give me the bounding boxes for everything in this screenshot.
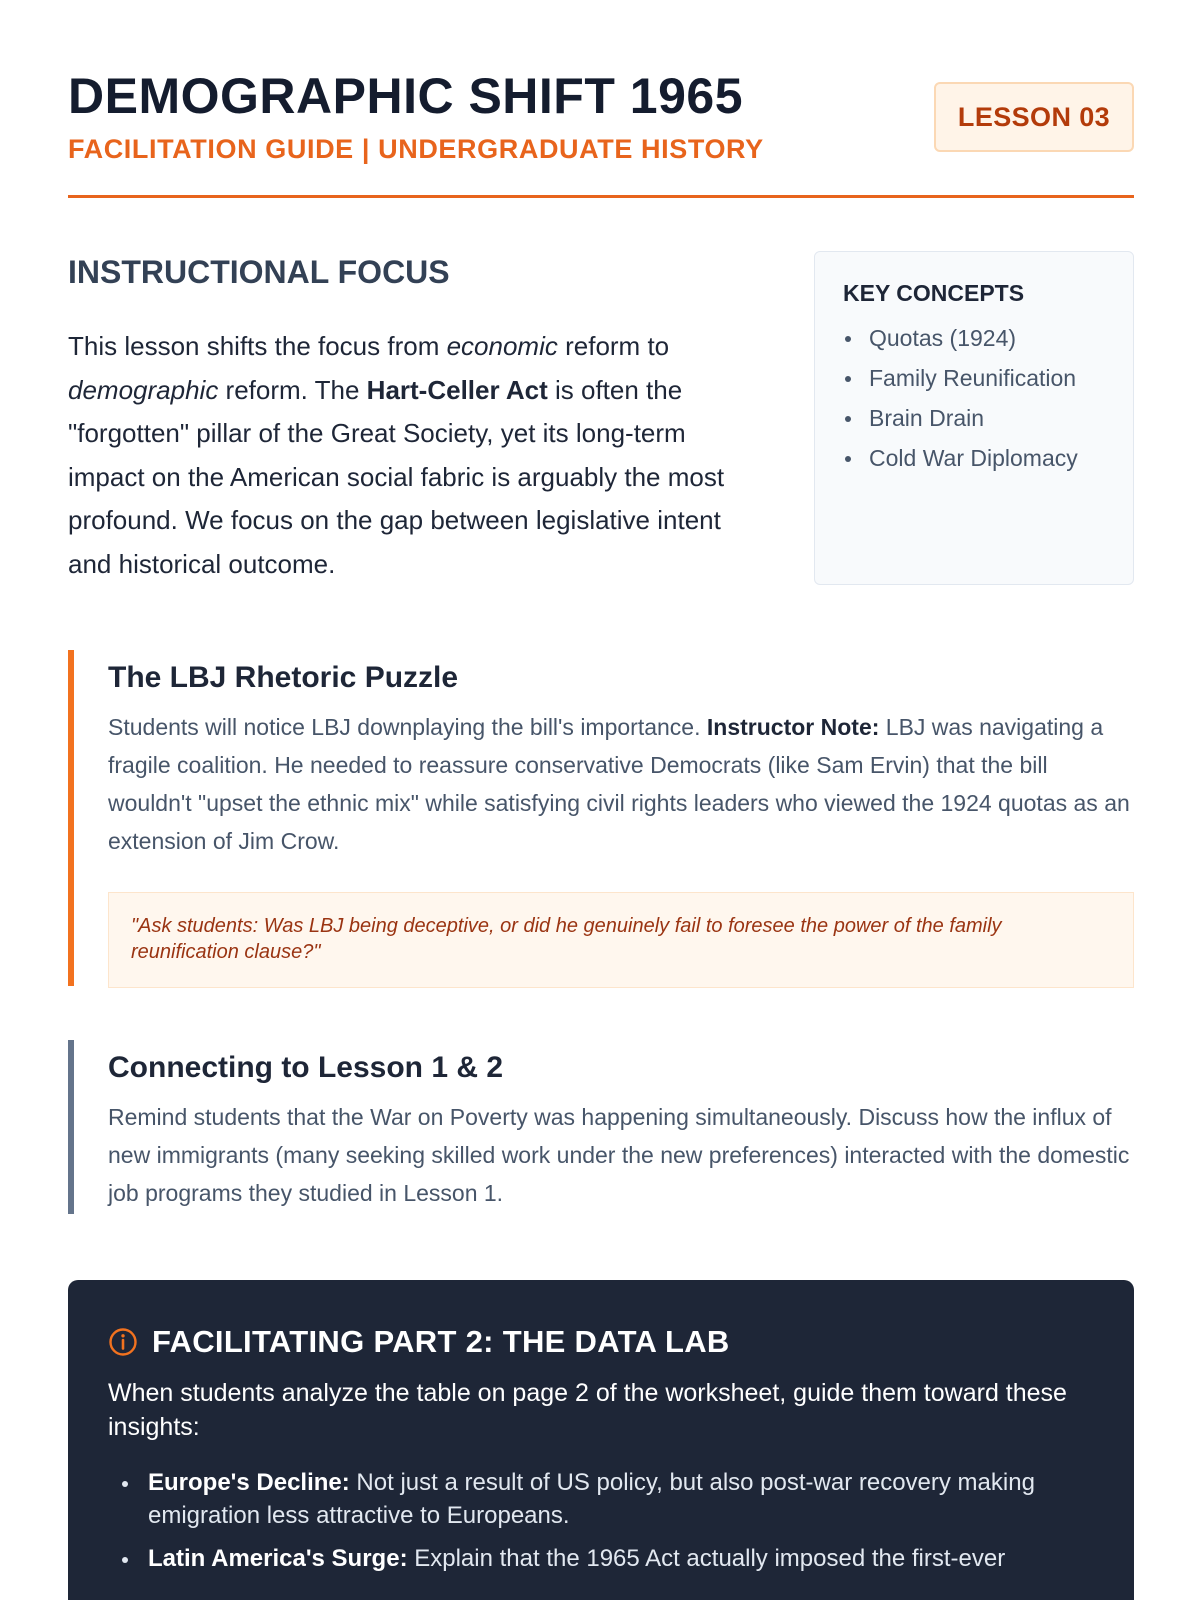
connecting-lessons-callout <box>68 1040 1134 1214</box>
connecting-lessons-heading: Connecting to Lesson 1 & 2 <box>108 1051 504 1084</box>
list-item: Quotas (1924) <box>843 318 1109 358</box>
page-header <box>68 0 1134 198</box>
key-concepts-title: KEY CONCEPTS <box>843 280 1025 306</box>
list-item: Cold War Diplomacy <box>843 438 1109 478</box>
list-item: Europe's Decline: Not just a result of US policy, but also post-war recovery making emigration less attractive to Europeans. <box>108 1466 1094 1532</box>
discussion-question-quote: "Ask students: Was LBJ being deceptive, or did he genuinely fail to foresee the power of the family reunification clause?" <box>108 892 1134 988</box>
instructional-focus-heading: INSTRUCTIONAL FOCUS <box>68 254 450 290</box>
lbj-rhetoric-callout <box>68 650 1134 986</box>
page-subtitle: FACILITATION GUIDE | UNDERGRADUATE HISTORY <box>68 134 764 164</box>
lesson-badge: LESSON 03 <box>934 82 1134 152</box>
lbj-rhetoric-body: Students will notice LBJ downplaying the bill's importance. Instructor Note: LBJ was navigating a fragile coalition. He needed to reassure conservative Democrats (like Sam Ervin) that the bill wouldn't "upset the ethnic mix" while satisfying civil rights leaders who viewed the 1924 quotas as an extension of Jim Crow. <box>108 714 1130 854</box>
lbj-rhetoric-heading: The LBJ Rhetoric Puzzle <box>108 661 459 694</box>
key-concepts-panel <box>814 251 1134 585</box>
instructional-focus-body: This lesson shifts the focus from economic reform to demographic reform. The Hart-Celler Act is often the "forgotten" pillar of the Great Society, yet its long-term impact on the American social fabric is arguably the most profound. We focus on the gap between legislative intent and historical outcome. <box>68 331 725 579</box>
data-lab-title: FACILITATING PART 2: THE DATA LAB <box>152 1324 730 1359</box>
facilitation-guide-page <box>68 0 1134 1572</box>
list-item: Latin America's Surge: Explain that the 1965 Act actually imposed the first-ever <box>108 1542 1094 1575</box>
connecting-lessons-body: Remind students that the War on Poverty was happening simultaneously. Discuss how the influx of new immigrants (many seeking skilled work under the new preferences) interacted with the domestic job programs they studied in Lesson 1. <box>108 1104 1130 1206</box>
info-circle-icon <box>108 1327 138 1357</box>
list-item: Family Reunification <box>843 358 1109 398</box>
data-lab-intro: When students analyze the table on page 2 of the worksheet, guide them toward these insights: <box>108 1379 1067 1441</box>
data-lab-header <box>108 1324 1094 1360</box>
page-title: DEMOGRAPHIC SHIFT 1965 <box>68 68 744 124</box>
key-concepts-list <box>843 318 1109 478</box>
data-lab-insights-list <box>108 1466 1094 1575</box>
data-lab-panel <box>68 1280 1134 1600</box>
list-item: Brain Drain <box>843 398 1109 438</box>
